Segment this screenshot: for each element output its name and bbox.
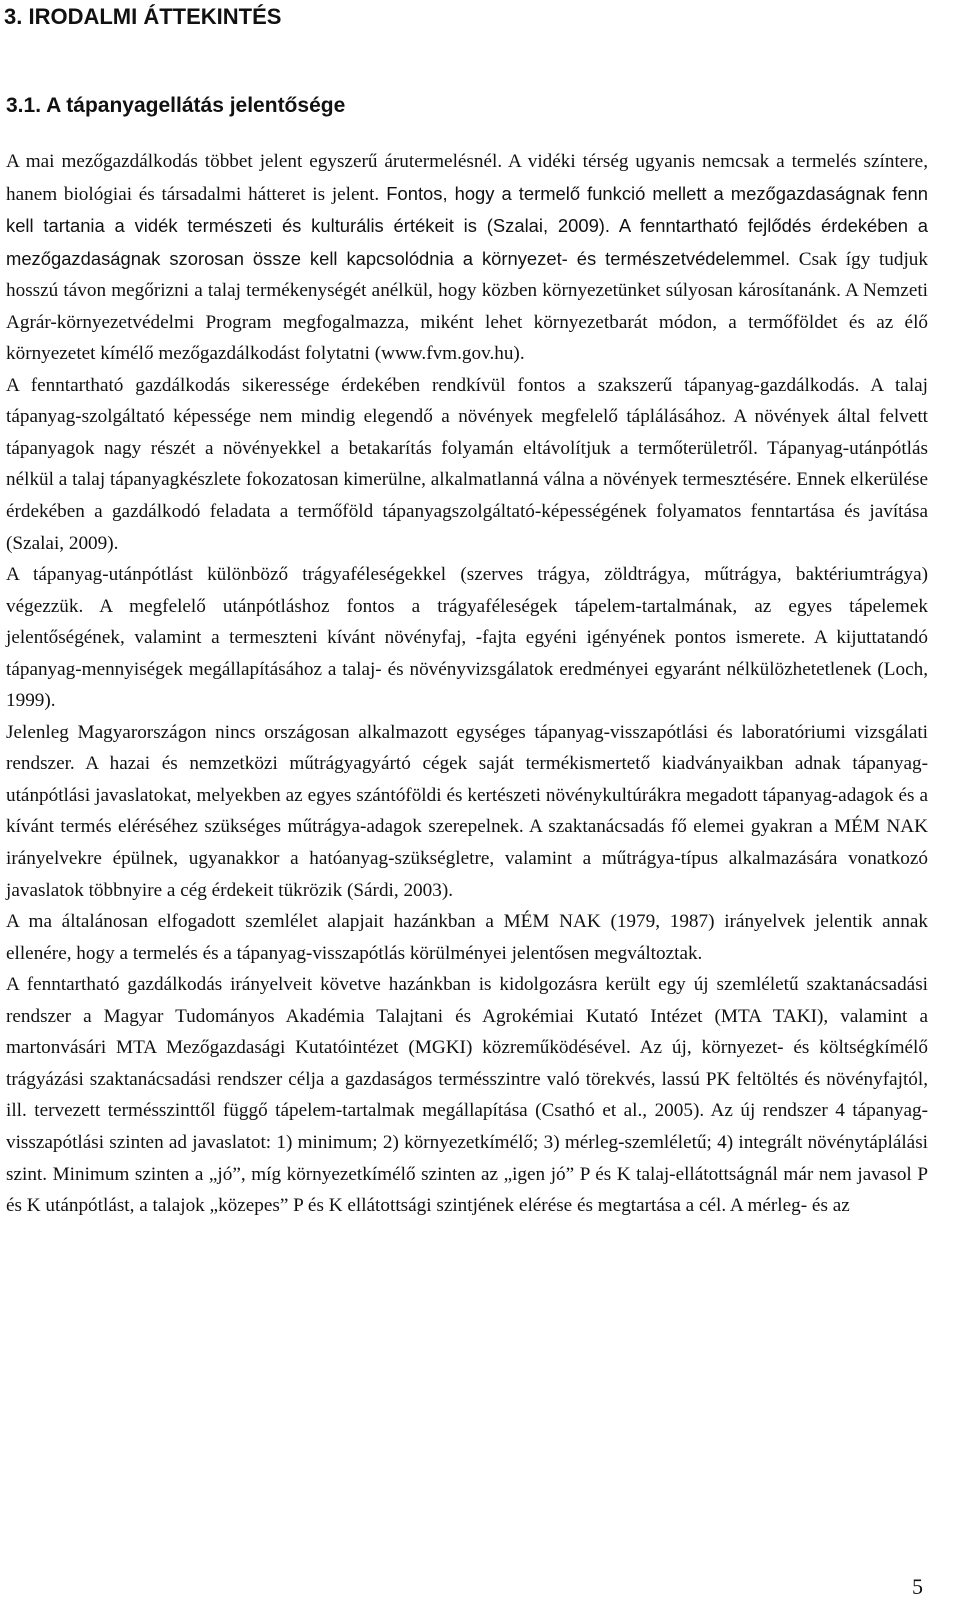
paragraph-1-part-b: Fontos, hogy a termelő funkció mellett a mezőgazdaságnak fenn kell tartania a vidék természeti és kulturális értékeit is (Szalai, 2009). A fenntartható fejlődés érdekében a mezőgazdaságnak szorosan össze kell kapcsolódnia a környezet- és természetvédelemmel. xyxy=(6,182,928,269)
section-heading: 3.1. A tápanyagellátás jelentősége xyxy=(6,94,346,117)
paragraph-3: A tápanyag-utánpótlást különböző trágyaféleségekkel (szerves trágya, zöldtrágya, műtrágya, baktériumtrágya) végezzük. A megfelelő utánpótláshoz fontos a trágyaféleségek tápelem-tartalmának, az egyes tápelemek jelentőségének, valamint a termeszteni kívánt növényfaj, -fajta egyéni igényének pontos ismerete. A kijuttatandó tápanyag-mennyiségek megállapításához a talaj- és növényvizsgálatok eredményei egyaránt nélkülözhetetlenek (Loch, 1999). xyxy=(6,564,928,712)
page-number: 5 xyxy=(912,1574,923,1599)
paragraph-1-part-c: Csak így tudjuk hosszú távon megőrizni a talaj termékenységét anélkül, hogy közben környezetünket súlyosan károsítanánk. A Nemzeti Agrár-környezetvédelmi Program megfogalmazza, miként lehet környezetbarát módon, a termőföldet és az élő környezetet kímélő mezőgazdálkodást folytatni (www.fvm.gov.hu). xyxy=(6,248,928,365)
paragraph-6: A fenntartható gazdálkodás irányelveit követve hazánkban is kidolgozásra került egy új szemléletű szaktanácsadási rendszer a Magyar Tudományos Akadémia Talajtani és Agrokémiai Kutató Intézet (MTA TAKI), valamint a martonvásári MTA Mezőgazdasági Kutatóintézet (MGKI) közreműködésével. Az új, környezet- és költségkímélő trágyázási szaktanácsadási rendszer célja a gazdaságos termésszintre való törekvés, lassú PK feltöltés és növényfajtól, ill. tervezett termésszinttől függő tápelem-tartalmak megállapítása (Csathó et al., 2005). Az új rendszer 4 tápanyag-visszapótlási szinten ad javaslatot: 1) minimum; 2) környezetkímélő; 3) mérleg-szemléletű; 4) integrált növénytáplálási szint. Minimum szinten a „jó”, míg környezetkímélő szinten az „igen jó” P és K talaj-ellátottságnál már nem javasol P és K utánpótlást, a talajok „közepes” P és K ellátottsági szintjének elérése és megtartása a cél. A mérleg- és az xyxy=(6,974,928,1217)
paragraph-2: A fenntartható gazdálkodás sikeressége érdekében rendkívül fontos a szakszerű tápanyag-gazdálkodás. A talaj tápanyag-szolgáltató képessége nem mindig elegendő a növények megfelelő táplálásához. A növények által felvett tápanyagok nagy részét a növényekkel a betakarítás folyamán eltávolítjuk a termőterületről. Tápanyag-utánpótlás nélkül a talaj tápanyagkészlete fokozatosan kimerülne, alkalmatlanná válna a növények termesztésére. Ennek elkerülése érdekében a gazdálkodó feladata a termőföld tápanyagszolgáltató-képességének folyamatos fenntartása és javítása (Szalai, 2009). xyxy=(6,374,928,554)
paragraph-4: Jelenleg Magyarországon nincs országosan alkalmazott egységes tápanyag-visszapótlási és laboratóriumi vizsgálati rendszer. A hazai és nemzetközi műtrágyagyártó cégek saját termékismertető kiadványaikban adnak tápanyag-utánpótlási javaslatokat, melyekben az egyes szántóföldi és kertészeti növénykultúrákra megadott tápanyag-adagok és a kívánt termés eléréséhez szükséges műtrágya-adagok szerepelnek. A szaktanácsadás fő elemei gyakran a MÉM NAK irányelvekre épülnek, ugyanakkor a hatóanyag-szükségletre, valamint a műtrágya-típus alkalmazására vonatkozó javaslatok többnyire a cég érdekeit tükrözik (Sárdi, 2003). xyxy=(6,721,928,901)
paragraph-5: A ma általánosan elfogadott szemlélet alapjait hazánkban a MÉM NAK (1979, 1987) irányelvek jelentik annak ellenére, hogy a termelés és a tápanyag-visszapótlás körülményei jelentősen megváltoztak. xyxy=(6,911,928,964)
paragraph-1 xyxy=(6,146,928,370)
body-text xyxy=(6,146,928,1222)
paragraph-1-part-a: A mai mezőgazdálkodás többet jelent egyszerű árutermelésnél. A vidéki térség ugyanis nemcsak a termelés színtere, hanem biológiai és társadalmi hátteret is jelent. xyxy=(6,151,928,205)
chapter-heading: 3. IRODALMI ÁTTEKINTÉS xyxy=(4,4,282,29)
